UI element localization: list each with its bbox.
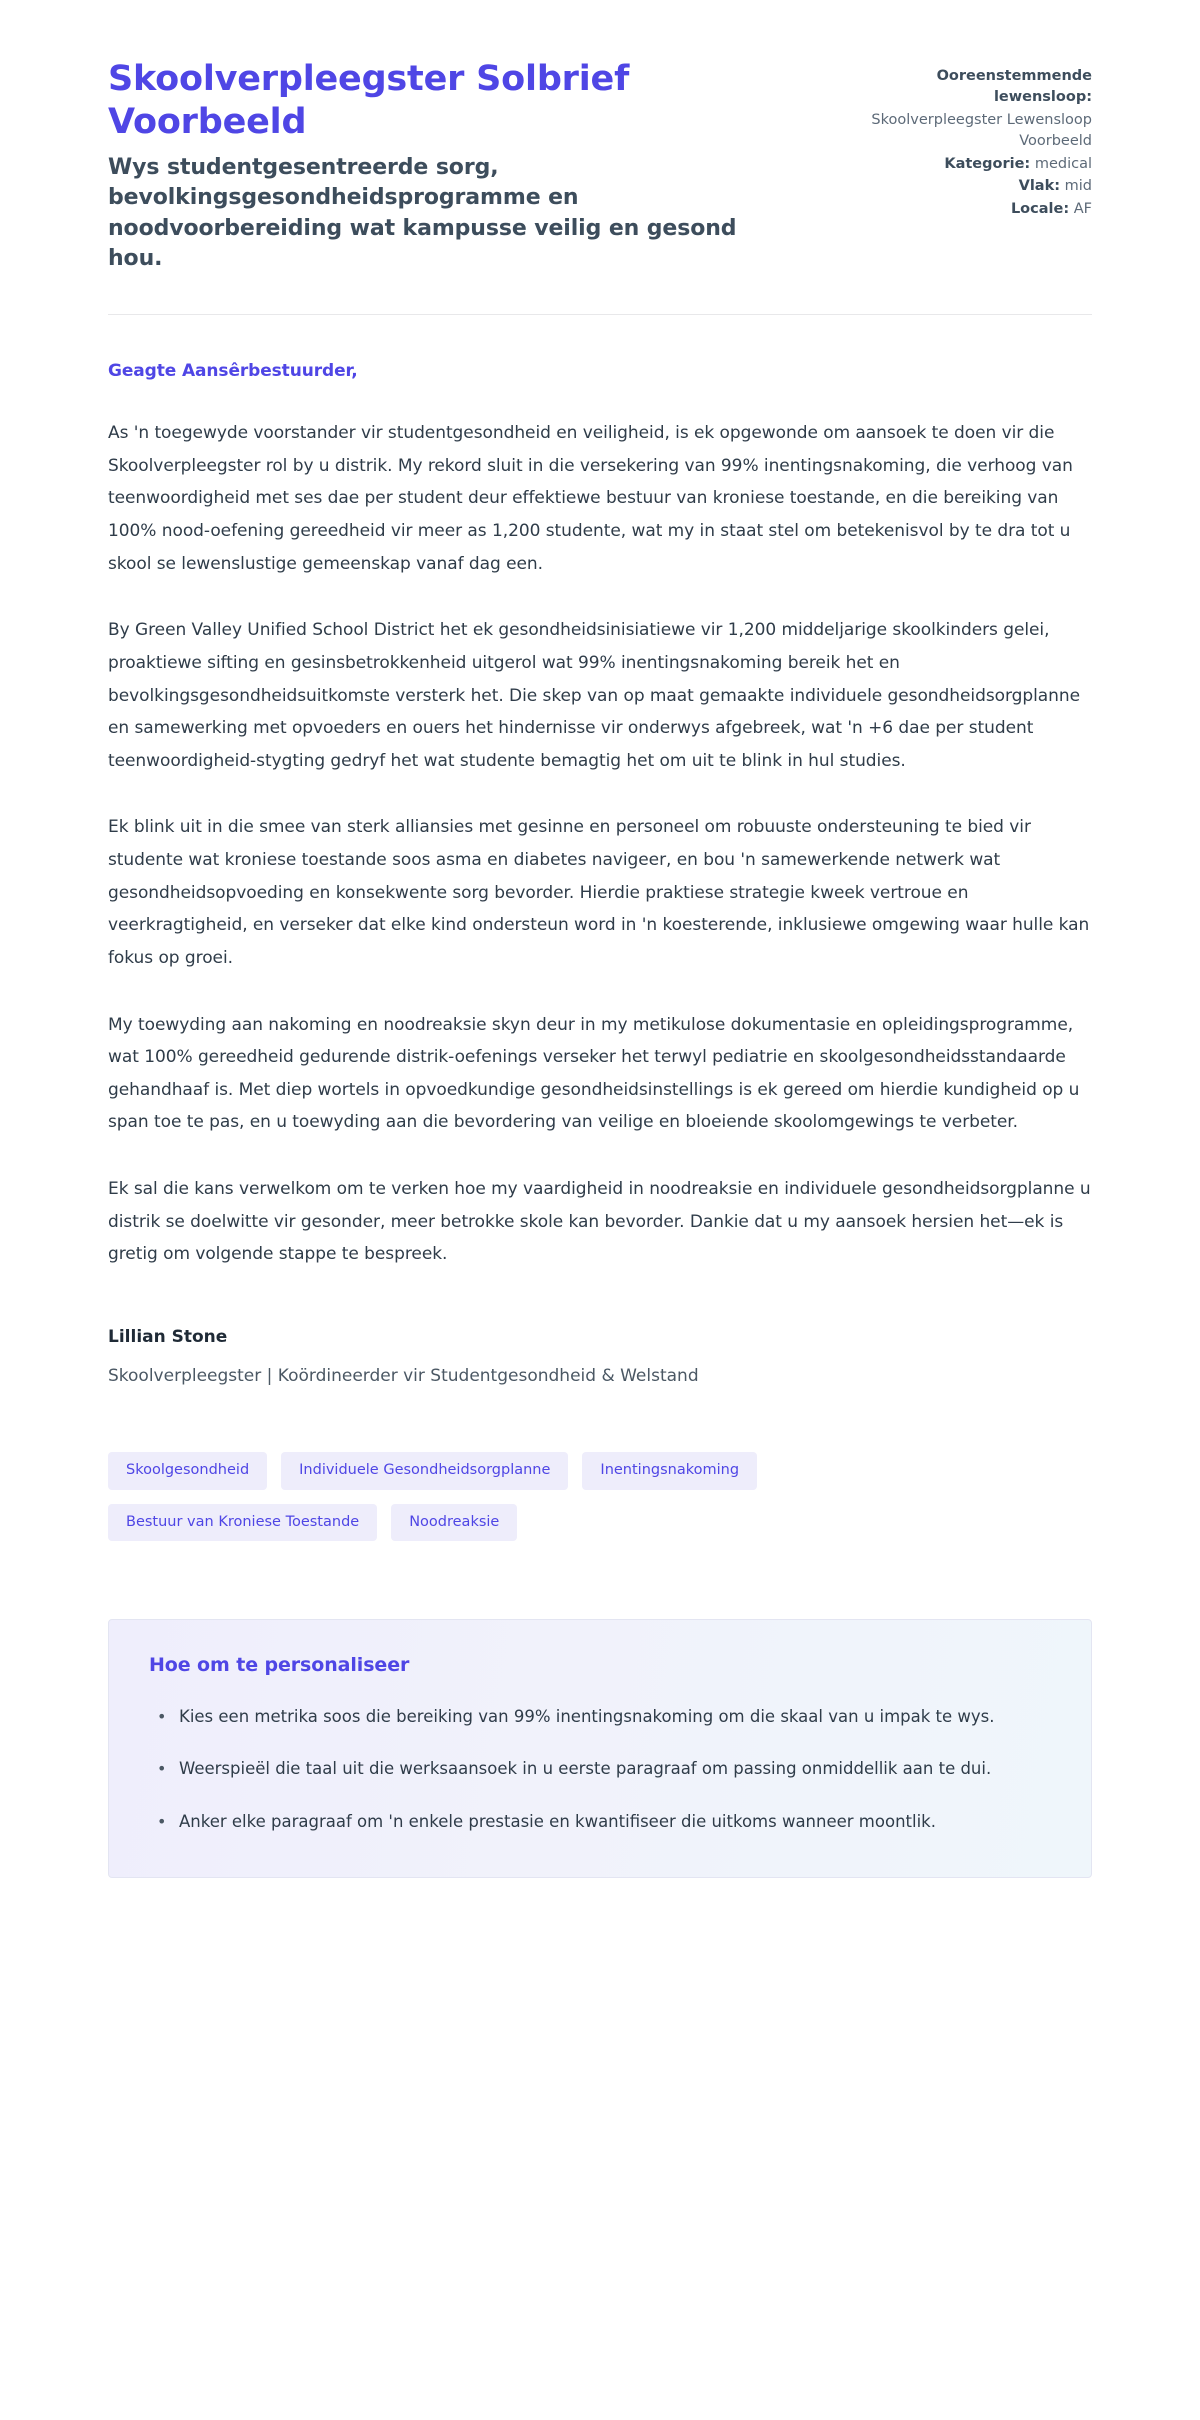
meta-level-label: Vlak: [1018,178,1061,195]
page-title: Skoolverpleegster Solbrief Voorbeeld [108,59,630,143]
tag-list [108,1452,1008,1541]
meta-matching-resume-value: Skoolverpleegster Lewensloop Voorbeeld [871,111,1092,150]
letter-paragraph: Ek sal die kans verwelkom om te verken hoe my vaardigheid in noodreaksie en individuele gesondheidsorgplanne u distrik se doelwitte vir gesonder, meer betrokke skole kan bevorder. Dankie dat u my aansoek hersien het—ek is gretig om volgende stappe te bespreek. [108,1179,1091,1265]
meta-category-value: medical [1034,155,1092,172]
tag-chip[interactable]: Individuele Gesondheidsorgplanne [281,1452,568,1489]
meta-matching-resume-value-row [862,110,1092,153]
letter-paragraph: As 'n toegewyde voorstander vir studentgesondheid en veiligheid, is ek opgewonde om aansoek te doen vir die Skoolverpleegster rol by u distrik. My rekord sluit in die versekering van 99% inentingsnakoming, die verhoog van teenwoordigheid met ses dae per student deur effektiewe bestuur van kroniese toestande, en die bereiking van 100% nood-oefening gereedheid vir meer as 1,200 studente, wat my in staat stel om betekenisvol by te dra tot u skool se lewenslustige gemeenskap vanaf dag een. [108,423,1073,574]
header-title-block [108,58,748,274]
page-subtitle: Wys studentgesentreerde sorg, bevolkingsgesondheidsprogramme en noodvoorbereiding wat kampusse veilig en gesond hou. [108,154,737,271]
meta-category [862,154,1092,175]
meta-level-value: mid [1064,178,1092,195]
meta-locale-value: AF [1073,200,1092,217]
meta-matching-resume [862,66,1092,109]
callout-tip-item: • Anker elke paragraaf om 'n enkele prestasie en kwantifiseer die uitkoms wanneer moontlik. [149,1807,1051,1838]
signature-name: Lillian Stone [108,1326,228,1347]
callout-tip-item: • Kies een metrika soos die bereiking van 99% inentingsnakoming om die skaal van u impak te wys. [149,1702,1051,1733]
cover-letter-body [108,315,1092,1390]
document-metadata [862,58,1092,221]
letter-signature [108,1327,1092,1390]
tag-chip[interactable]: Inentingsnakoming [582,1452,757,1489]
tag-chip[interactable]: Bestuur van Kroniese Toestande [108,1504,377,1541]
signature-role: Skoolverpleegster | Koördineerder vir Studentgesondheid & Welstand [108,1365,699,1386]
meta-locale [862,199,1092,220]
letter-paragraph: By Green Valley Unified School District het ek gesondheidsinisiatiewe vir 1,200 middeljarige skoolkinders gelei, proaktiewe sifting en gesinsbetrokkenheid uitgerol wat 99% inentingsnakoming bereik het en bevolkingsgesondheidsuitkomste versterk het. Die skep van op maat gemaakte individuele gesondheidsorgplanne en samewerking met opvoeders en ouers het hindernisse vir onderwys afgebreek, wat 'n +6 dae per student teenwoordigheid-stygting gedryf het wat studente bemagtig het om uit te blink in hul studies. [108,620,1081,771]
tag-chip[interactable]: Skoolgesondheid [108,1452,267,1489]
tag-chip[interactable]: Noodreaksie [391,1504,517,1541]
personalization-callout [108,1619,1092,1879]
letter-paragraph: Ek blink uit in die smee van sterk alliansies met gesinne en personeel om robuuste ondersteuning te bied vir studente wat kroniese toestande soos asma en diabetes navigeer, en bou 'n samewerkende netwerk wat gesondheidsopvoeding en konsekwente sorg bevorder. Hierdie praktiese strategie kweek vertroue en veerkragtigheid, en verseker dat elke kind ondersteun word in 'n koesterende, inklusiewe omgewing waar hulle kan fokus op groei. [108,817,1090,968]
callout-title: Hoe om te personaliseer [149,1653,410,1676]
letter-salutation: Geagte Aansêrbestuurder, [108,361,358,382]
meta-matching-resume-label: Ooreenstemmende lewensloop: [936,68,1092,106]
meta-locale-label: Locale: [1010,200,1070,217]
letter-paragraph: My toewyding aan nakoming en noodreaksie skyn deur in my metikulose dokumentasie en opleidingsprogramme, wat 100% gereedheid gedurende distrik-oefenings verseker het terwyl pediatrie en skoolgesondheidsstandaarde gehandhaaf is. Met diep wortels in opvoedkundige gesondheidsinstellings is ek gereed om hierdie kundigheid op u span toe te pas, en u toewyding aan die bevordering van veilige en bloeiende skoolomgewings te verbeter. [108,1014,1080,1133]
callout-tip-list [149,1702,1051,1838]
document-header [108,58,1092,274]
meta-category-label: Kategorie: [944,155,1031,172]
callout-tip-item: • Weerspieël die taal uit die werksaansoek in u eerste paragraaf om passing onmiddellik aan te dui. [149,1754,1051,1785]
meta-level [862,176,1092,197]
